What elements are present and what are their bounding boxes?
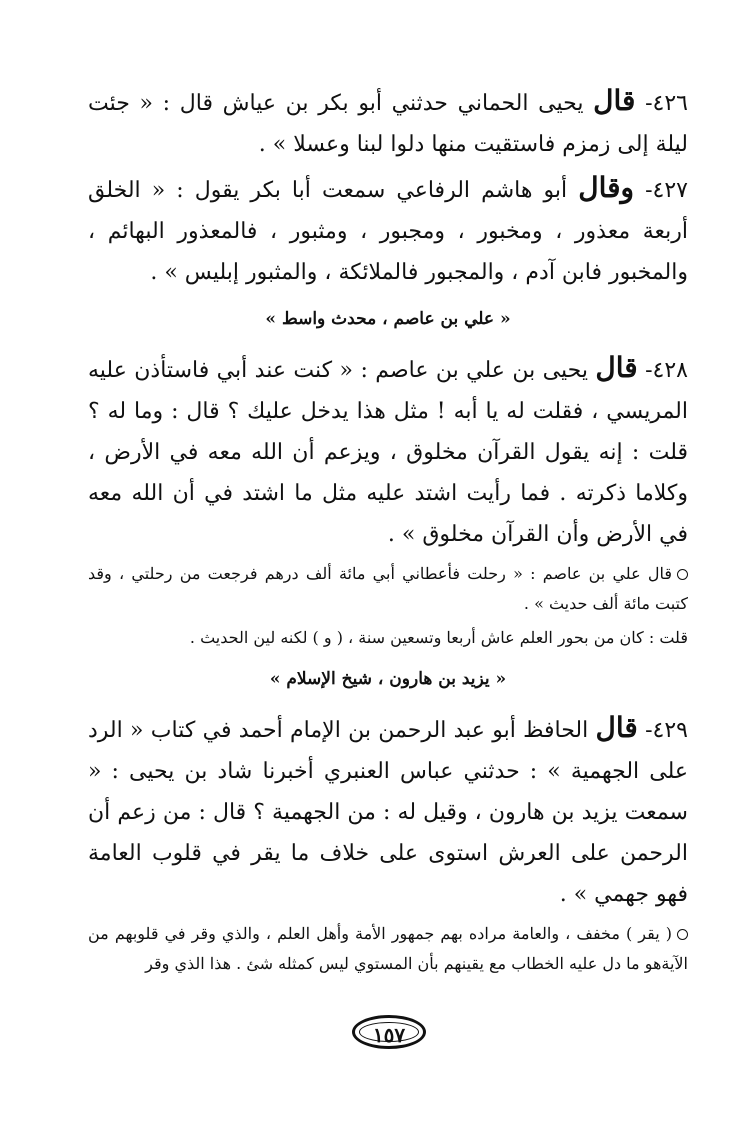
page-body	[88, 80, 688, 979]
paragraph-429	[88, 707, 688, 915]
qal-word: وقال	[578, 171, 635, 204]
paragraph-text: يحيى الحماني حدثني أبو بكر بن عياش قال : « جئت ليلة إلى زمزم فاستقيت منها دلوا لبنا وعسلا » .	[88, 91, 688, 157]
qal-word: قال	[595, 711, 638, 744]
page-number: ١٥٧	[352, 1015, 426, 1049]
paragraph-text: يحيى بن علي بن عاصم : « كنت عند أبي فاستأذن عليه المريسي ، فقلت له يا أبه ! مثل هذا يدخل عليك ؟ قال : وما له ؟ قلت : إنه يقول القرآن مخلوق ، ويزعم أن الله معه في الأرض ، وكلاما ذكرته . فما رأيت اشتد عليه مثل ما اشتد في أن الله معه في الأرض وأن القرآن مخلوق » .	[88, 358, 688, 547]
paragraph-427	[88, 167, 688, 293]
footnote-429	[88, 919, 688, 979]
paragraph-number: ٤٢٨-	[637, 358, 688, 383]
paragraph-number: ٤٢٦-	[635, 91, 688, 116]
paragraph-428	[88, 347, 688, 555]
footnote-428b: قلت : كان من بحور العلم عاش أربعا وتسعين سنة ، ( و ) لكنه لين الحديث .	[189, 628, 688, 647]
paragraph-426	[88, 80, 688, 165]
paragraph-text: أبو هاشم الرفاعي سمعت أبا بكر يقول : « الخلق أربعة معذور ، ومخبور ، ومجبور ، ومثبور ، فالمعذور البهائم ، والمخبور فابن آدم ، والمجبور فالملائكة ، والمثبور إبليس » .	[88, 178, 688, 285]
qal-word: قال	[593, 84, 636, 117]
section-heading-yazid-bin-harun: « يزيد بن هارون ، شيخ الإسلام »	[269, 669, 507, 689]
paragraph-text: الحافظ أبو عبد الرحمن بن الإمام أحمد في كتاب « الرد على الجهمية » : حدثني عباس العنبري أخبرنا شاد بن يحيى : « سمعت يزيد بن هارون ، وقيل له : من الجهمية ؟ قال : من زعم أن الرحمن على العرش استوى على خلاف ما يقر في قلوب العامة فهو جهمي » .	[88, 718, 688, 907]
paragraph-number: ٤٢٧-	[634, 178, 688, 203]
qal-word: قال	[595, 351, 638, 384]
footnote-text: قال علي بن عاصم : « رحلت فأعطاني أبي مائة ألف درهم فرجعت من رحلتي ، وقد كتبت مائة ألف حديث » .	[88, 564, 688, 613]
circle-marker-icon	[677, 569, 688, 580]
footnote-text: ( يقر ) مخفف ، والعامة مراده بهم جمهور الأمة وأهل العلم ، والذي وقر في قلوبهم من الآيةهو ما دل عليه الخطاب مع يقينهم بأن المستوي ليس كمثله شئ . هذا الذي وقر	[88, 924, 688, 973]
circle-marker-icon	[677, 929, 688, 940]
section-heading-ali-bin-asim: « علي بن عاصم ، محدث واسط »	[265, 309, 511, 329]
paragraph-number: ٤٢٩-	[637, 718, 688, 743]
footnote-428a	[88, 559, 688, 619]
